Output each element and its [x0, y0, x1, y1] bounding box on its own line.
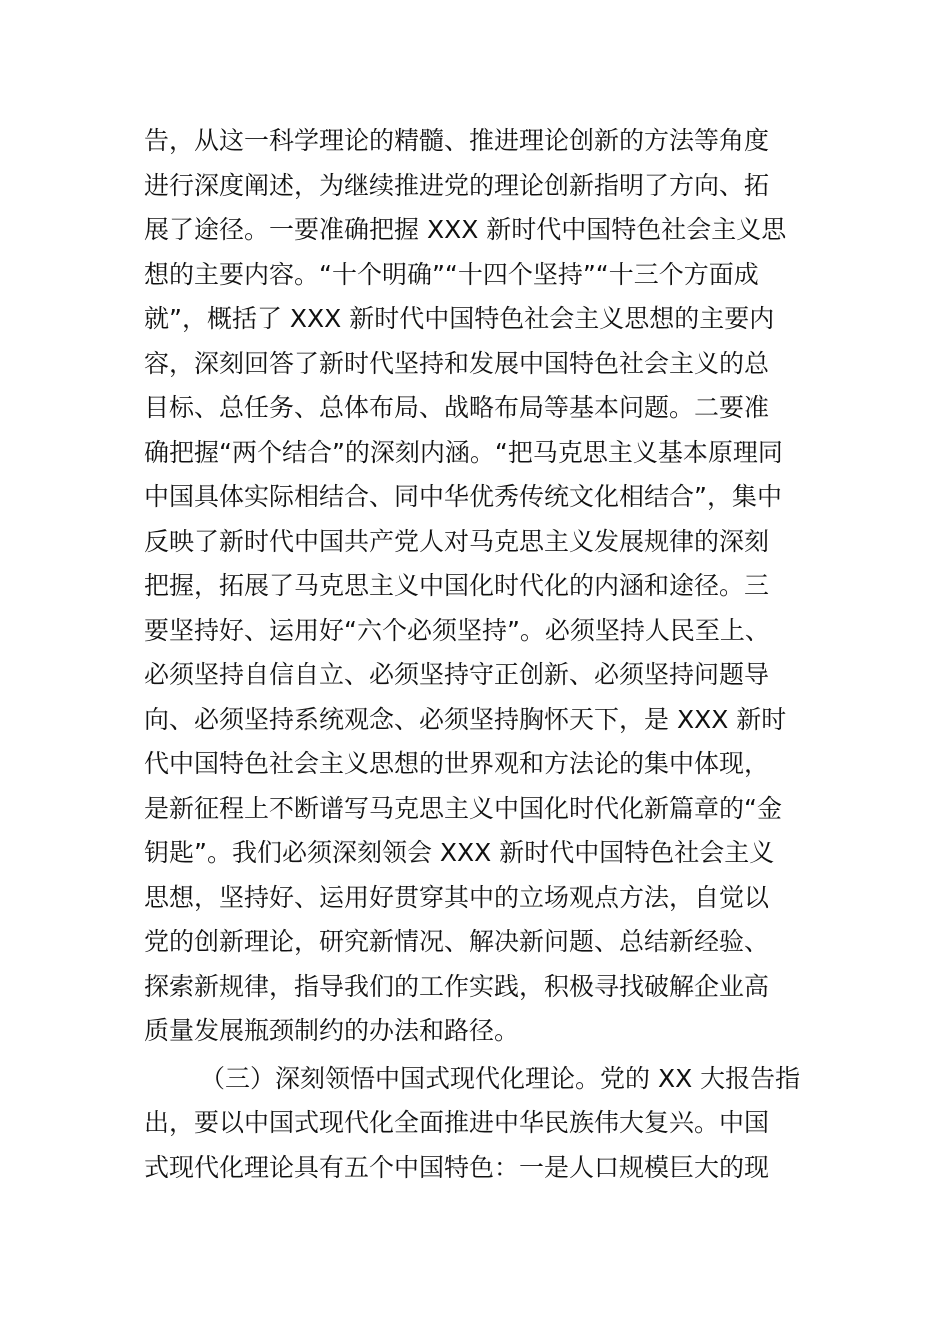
- text-line: 出，要以中国式现代化全面推进中华民族伟大复兴。中国: [144, 1108, 770, 1137]
- text-line: 质量发展瓶颈制约的办法和路径。: [144, 1016, 520, 1045]
- section-paragraph: [144, 1057, 814, 1191]
- text-line: 想的主要内容。“十个明确”“十四个坚持”“十三个方面成: [144, 259, 759, 289]
- text-line: 思想，坚持好、运用好贯穿其中的立场观点方法，自觉以: [144, 882, 770, 912]
- text-line: 容，深刻回答了新时代坚持和发展中国特色社会主义的总: [144, 348, 770, 378]
- text-line: 式现代化理论具有五个中国特色：一是人口规模巨大的现: [144, 1152, 770, 1182]
- text-line: 中国具体实际相结合、同中华优秀传统文化相结合”，集中: [144, 482, 782, 511]
- document-body: [144, 119, 814, 1190]
- text-line: 告，从这一科学理论的精髓、推进理论创新的方法等角度: [144, 126, 770, 155]
- text-line: 探索新规律，指导我们的工作实践，积极寻找破解企业高: [144, 971, 770, 1001]
- text-line: 党的创新理论，研究新情况、解决新问题、总结新经验、: [144, 927, 770, 956]
- text-line: 向、必须坚持系统观念、必须坚持胸怀天下，是 XXX 新时: [144, 704, 787, 734]
- text-line: 展了途径。一要准确把握 XXX 新时代中国特色社会主义思: [144, 215, 787, 244]
- text-line: 是新征程上不断谱写马克思主义中国化时代化新篇章的“金: [144, 793, 782, 823]
- text-line: 进行深度阐述，为继续推进党的理论创新指明了方向、拓: [144, 170, 770, 200]
- section-heading-line: （三）深刻领悟中国式现代化理论。党的 XX 大报告指: [200, 1063, 801, 1093]
- text-line: 必须坚持自信自立、必须坚持守正创新、必须坚持问题导: [144, 660, 770, 689]
- text-line: 确把握“两个结合”的深刻内涵。“把马克思主义基本原理同: [144, 437, 783, 467]
- text-line: 目标、总任务、总体布局、战略布局等基本问题。二要准: [144, 393, 770, 422]
- text-line: 钥匙”。我们必须深刻领会 XXX 新时代中国特色社会主义: [144, 838, 775, 867]
- text-line: 要坚持好、运用好“六个必须坚持”。必须坚持人民至上、: [144, 615, 770, 645]
- text-line: 就”，概括了 XXX 新时代中国特色社会主义思想的主要内: [144, 304, 775, 333]
- text-line: 代中国特色社会主义思想的世界观和方法论的集中体现，: [144, 749, 770, 778]
- text-line: 反映了新时代中国共产党人对马克思主义发展规律的深刻: [144, 526, 770, 556]
- paragraph-continuation: [144, 119, 814, 1054]
- text-line: 把握，拓展了马克思主义中国化时代化的内涵和途径。三: [144, 571, 770, 600]
